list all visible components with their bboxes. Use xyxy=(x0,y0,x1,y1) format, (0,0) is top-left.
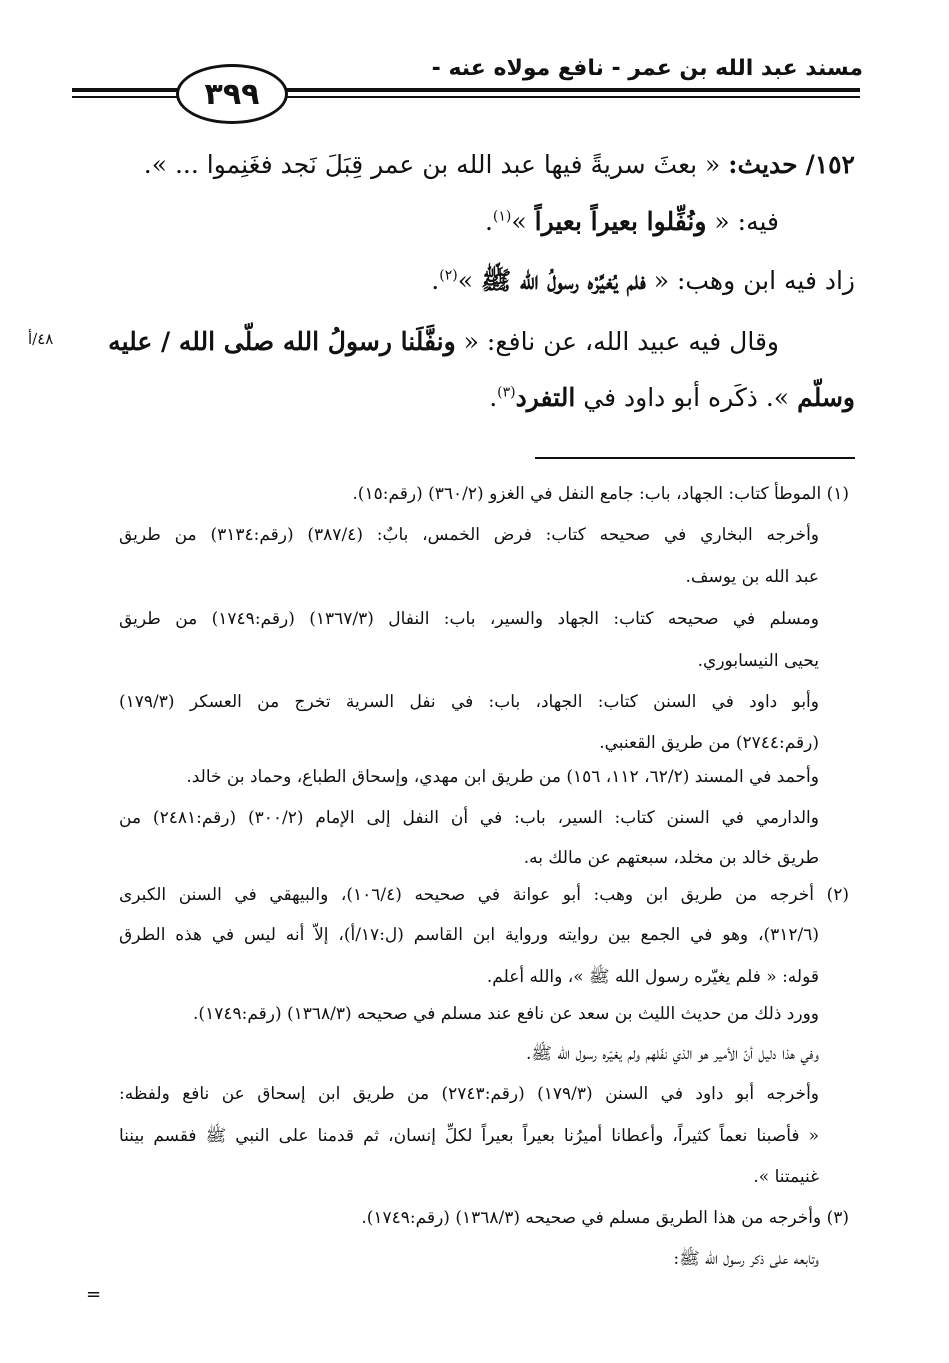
book-title: التفرد xyxy=(515,383,576,412)
line-text: » xyxy=(511,207,527,236)
hadith-label: حديث: xyxy=(728,150,798,179)
running-head-title: مسند عبد الله بن عمر - نافع مولاه عنه - xyxy=(431,56,863,81)
footnote-line: (رقم:٢٧٤٤) من طريق القعنبي. xyxy=(599,733,819,753)
page-number: ٣٩٩ xyxy=(204,76,260,112)
footnote-line: عبد الله بن يوسف. xyxy=(685,567,819,587)
manuscript-folio-ref: ٤٨/أ xyxy=(28,330,54,348)
line-text: » xyxy=(457,266,473,295)
footnote-ref-3: (٣) xyxy=(497,384,516,401)
hadith-line-4 xyxy=(108,327,779,356)
footnote-line: وأبو داود في السنن كتاب: الجهاد، باب: في نفل السرية تخرج من العسكر (١٧٩/٣) xyxy=(119,692,819,712)
footnote-line: طريق خالد بن مخلد، سبعتهم عن مالك به. xyxy=(523,848,819,868)
quoted-text: ونفَّلَنا رسولُ الله صلّى الله / عليه xyxy=(108,327,456,356)
hadith-line-5 xyxy=(489,383,855,412)
hadith-line-3: زاد فيه ابن وهب: « فلم يُغيِّرْه رسولُ الله ﷺ »$^{(٢)}$. xyxy=(431,266,855,295)
line-text: وقال فيه عبيد الله، عن نافع: « xyxy=(463,327,779,356)
hadith-line-2: فيه: « ونُفِّلوا بعيراً بعيراً »$^{(١)}$. xyxy=(484,207,779,236)
footnote-line: غنيمتنا ». xyxy=(753,1167,819,1187)
footnote-ref-2: (٢) xyxy=(439,267,458,284)
footnote-line: (٣١٢/٦)، وهو في الجمع بين روايته ورواية ابن القاسم (ل:١٧/أ)، إلاّ أنه ليس في هذه الطرق xyxy=(119,925,819,945)
footnote-line: يحيى النيسابوري. xyxy=(697,651,819,671)
footnote-line: (٢) أخرجه من طريق ابن وهب: أبو عوانة في صحيحه (١٠٦/٤)، والبيهقي في السنن الكبرى xyxy=(119,885,849,905)
hadith-number: ١٥٢/ xyxy=(805,150,855,179)
footnote-line: والدارمي في السنن كتاب: السير، باب: في أن النفل إلى الإمام (٣٠٠/٢) (رقم:٢٤٨١) من xyxy=(119,808,819,828)
footnote-line: وأخرجه البخاري في صحيحه كتاب: فرض الخمس، بابٌ: (٣٨٧/٤) (رقم:٣١٣٤) من طريق xyxy=(119,525,820,545)
footnote-line: وتابعه على ذكر رسول الله ﷺ: xyxy=(673,1249,819,1269)
footnote-separator xyxy=(535,457,855,459)
quoted-text: ونُفِّلوا بعيراً بعيراً xyxy=(534,207,707,236)
quoted-text: فلم يُغيِّرْه رسولُ الله ﷺ xyxy=(480,266,646,295)
page-number-badge xyxy=(176,64,288,124)
footnote-line: (٣) وأخرجه من هذا الطريق مسلم في صحيحه (١٣٦٨/٣) (رقم:١٧٤٩). xyxy=(361,1208,849,1228)
line-text: زاد فيه ابن وهب: « xyxy=(653,266,855,295)
footnote-ref-1: (١) xyxy=(492,208,512,225)
footnote-line: وأخرجه أبو داود في السنن (١٧٩/٣) (رقم:٢٧٤٣) من طريق ابن إسحاق عن نافع ولفظه: xyxy=(119,1084,819,1104)
footnote-line: وأحمد في المسند (٦٢/٢، ١١٢، ١٥٦) من طريق ابن مهدي، وإسحاق الطباع، وحماد بن خالد. xyxy=(186,767,819,787)
footnote-line: « فأصبنا نعماً كثيراً، وأعطانا أميرُنا بعيراً بعيراً لكلِّ إنسان، ثم قدمنا على النبي ﷺ فقسم بيننا xyxy=(119,1126,819,1146)
line-text: فيه: « xyxy=(714,207,779,236)
quoted-text: وسلّم xyxy=(797,383,855,412)
footnote-line: ومسلم في صحيحه كتاب: الجهاد والسير، باب: النفال (١٣٦٧/٣) (رقم:١٧٤٩) من طريق xyxy=(119,609,819,629)
hadith-line-1 xyxy=(144,150,855,179)
footnote-line: (١) الموطأ كتاب: الجهاد، باب: جامع النفل في الغزو (٣٦٠/٢) (رقم:١٥). xyxy=(352,484,849,504)
footnote-line: قوله: « فلم يغيّره رسول الله ﷺ »، والله أعلم. xyxy=(486,967,819,987)
hadith-text: « بعثَ سريةً فيها عبد الله بن عمر قِبَلَ نَجد فغَنِموا ... ». xyxy=(143,150,721,179)
line-text: . xyxy=(489,383,498,412)
continuation-mark: = xyxy=(86,1284,102,1305)
footnote-line: وفي هذا دليل أنّ الأمير هو الذي نفّلهم ولم يغيّره رسول الله ﷺ. xyxy=(526,1044,819,1064)
line-text: ». ذكَره أبو داود في xyxy=(583,383,790,412)
footnote-line: وورد ذلك من حديث الليث بن سعد عن نافع عند مسلم في صحيحه (١٣٦٨/٣) (رقم:١٧٤٩). xyxy=(193,1004,819,1024)
